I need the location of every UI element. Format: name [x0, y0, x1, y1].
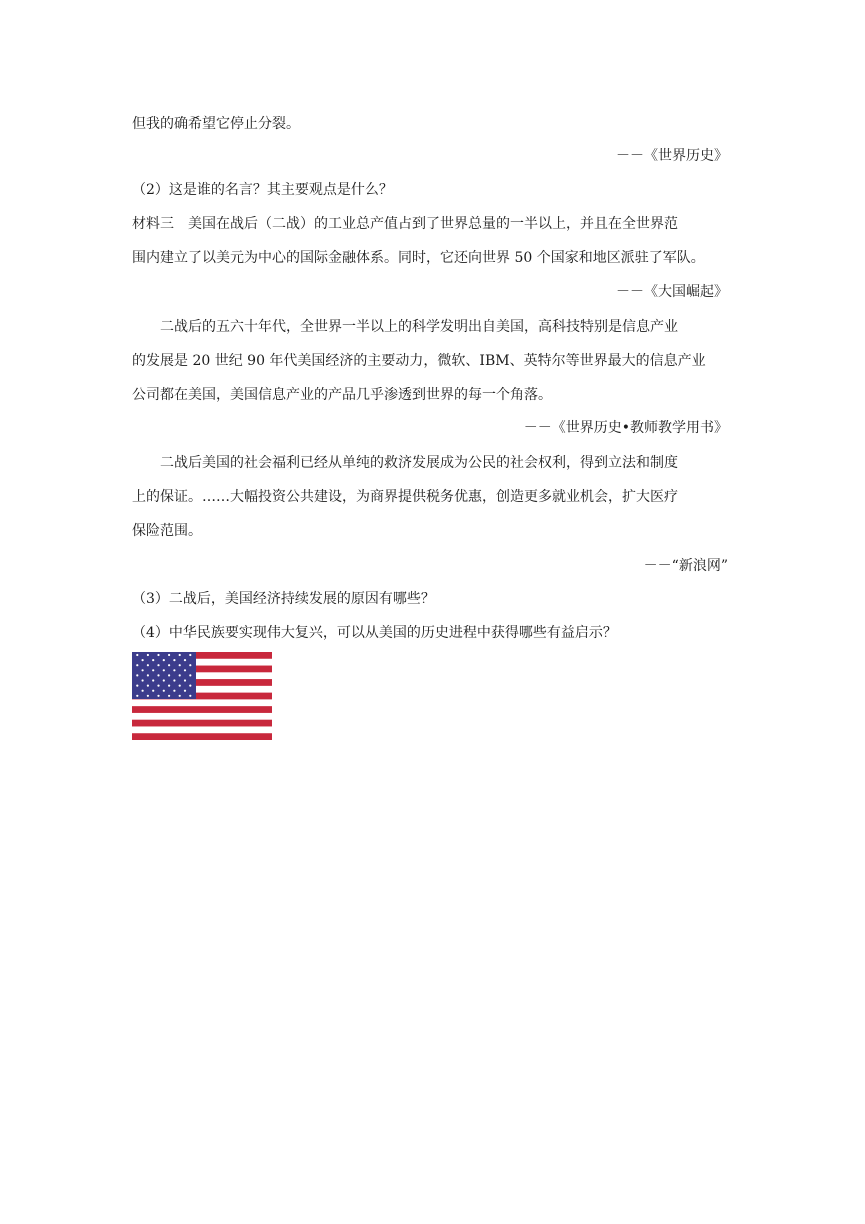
flag-star — [189, 674, 191, 676]
flag-star — [173, 690, 175, 692]
flag-star — [189, 685, 191, 687]
flag-star — [136, 674, 138, 676]
flag-star — [179, 695, 181, 697]
paragraph-line: 二战后的五六十年代，全世界一半以上的科学发明出自美国，高科技特别是信息产业 — [160, 319, 678, 335]
flag-star — [142, 690, 144, 692]
source-citation: －－《大国崛起》 — [616, 284, 728, 300]
flag-star — [173, 659, 175, 661]
flag-star — [184, 679, 186, 681]
paragraph-line: 上的保证。……大幅投资公共建设，为商界提供税务优惠，创造更多就业机会，扩大医疗 — [132, 489, 678, 505]
flag-star — [184, 690, 186, 692]
source-citation: －－“新浪网” — [643, 558, 728, 574]
flag-star — [152, 659, 154, 661]
flag-star — [157, 695, 159, 697]
flag-star — [136, 685, 138, 687]
flag-star — [142, 669, 144, 671]
source-citation: －－《世界历史•教师教学用书》 — [523, 420, 728, 436]
flag-star — [168, 664, 170, 666]
flag-star — [189, 695, 191, 697]
flag-star — [157, 674, 159, 676]
flag-stripe — [132, 713, 272, 720]
material-3-line: 材料三 美国在战后（二战）的工业总产值占到了世界总量的一半以上，并且在全世界范 — [132, 216, 678, 232]
flag-stripe — [132, 733, 272, 740]
flag-star — [157, 664, 159, 666]
flag-star — [179, 685, 181, 687]
flag-star — [136, 664, 138, 666]
question-4: （4）中华民族要实现伟大复兴，可以从美国的历史进程中获得哪些有益启示？ — [132, 625, 617, 641]
flag-star — [179, 674, 181, 676]
flag-star — [152, 679, 154, 681]
flag-star — [189, 654, 191, 656]
flag-star — [163, 669, 165, 671]
flag-star — [142, 659, 144, 661]
flag-star — [147, 664, 149, 666]
flag-star — [147, 674, 149, 676]
flag-star — [163, 690, 165, 692]
paragraph-line: 的发展是 20 世纪 90 年代美国经济的主要动力，微软、IBM、英特尔等世界最大的信息产业 — [132, 353, 706, 369]
flag-star — [157, 654, 159, 656]
flag-star — [184, 659, 186, 661]
flag-star — [142, 679, 144, 681]
flag-star — [168, 685, 170, 687]
flag-star — [147, 654, 149, 656]
flag-star — [179, 664, 181, 666]
flag-star — [179, 654, 181, 656]
flag-star — [147, 695, 149, 697]
flag-star — [189, 664, 191, 666]
flag-star — [168, 674, 170, 676]
source-citation: －－《世界历史》 — [616, 148, 728, 164]
paragraph-line: 公司都在美国，美国信息产业的产品几乎渗透到世界的每一个角落。 — [132, 387, 552, 403]
flag-star — [157, 685, 159, 687]
flag-star — [184, 669, 186, 671]
question-2: （2）这是谁的名言？其主要观点是什么？ — [132, 182, 393, 198]
flag-star — [163, 679, 165, 681]
paragraph-line: 二战后美国的社会福利已经从单纯的救济发展成为公民的社会权利，得到立法和制度 — [160, 455, 678, 471]
flag-star — [168, 654, 170, 656]
flag-star — [147, 685, 149, 687]
flag-star — [168, 695, 170, 697]
flag-star — [163, 659, 165, 661]
quote-text-end: 但我的确希望它停止分裂。 — [132, 116, 300, 132]
flag-stripe — [132, 720, 272, 727]
material-3-line: 围内建立了以美元为中心的国际金融体系。同时，它还向世界 50 个国家和地区派驻了军队。 — [132, 250, 705, 266]
flag-stripe — [132, 706, 272, 713]
flag-star — [173, 679, 175, 681]
question-3: （3）二战后，美国经济持续发展的原因有哪些？ — [132, 591, 435, 607]
flag-star — [152, 669, 154, 671]
paragraph-line: 保险范围。 — [132, 523, 202, 539]
flag-star — [152, 690, 154, 692]
flag-stripe — [132, 699, 272, 706]
flag-star — [136, 654, 138, 656]
flag-stripe — [132, 726, 272, 733]
flag-star — [173, 669, 175, 671]
us-flag-image — [132, 652, 272, 740]
flag-star — [136, 695, 138, 697]
